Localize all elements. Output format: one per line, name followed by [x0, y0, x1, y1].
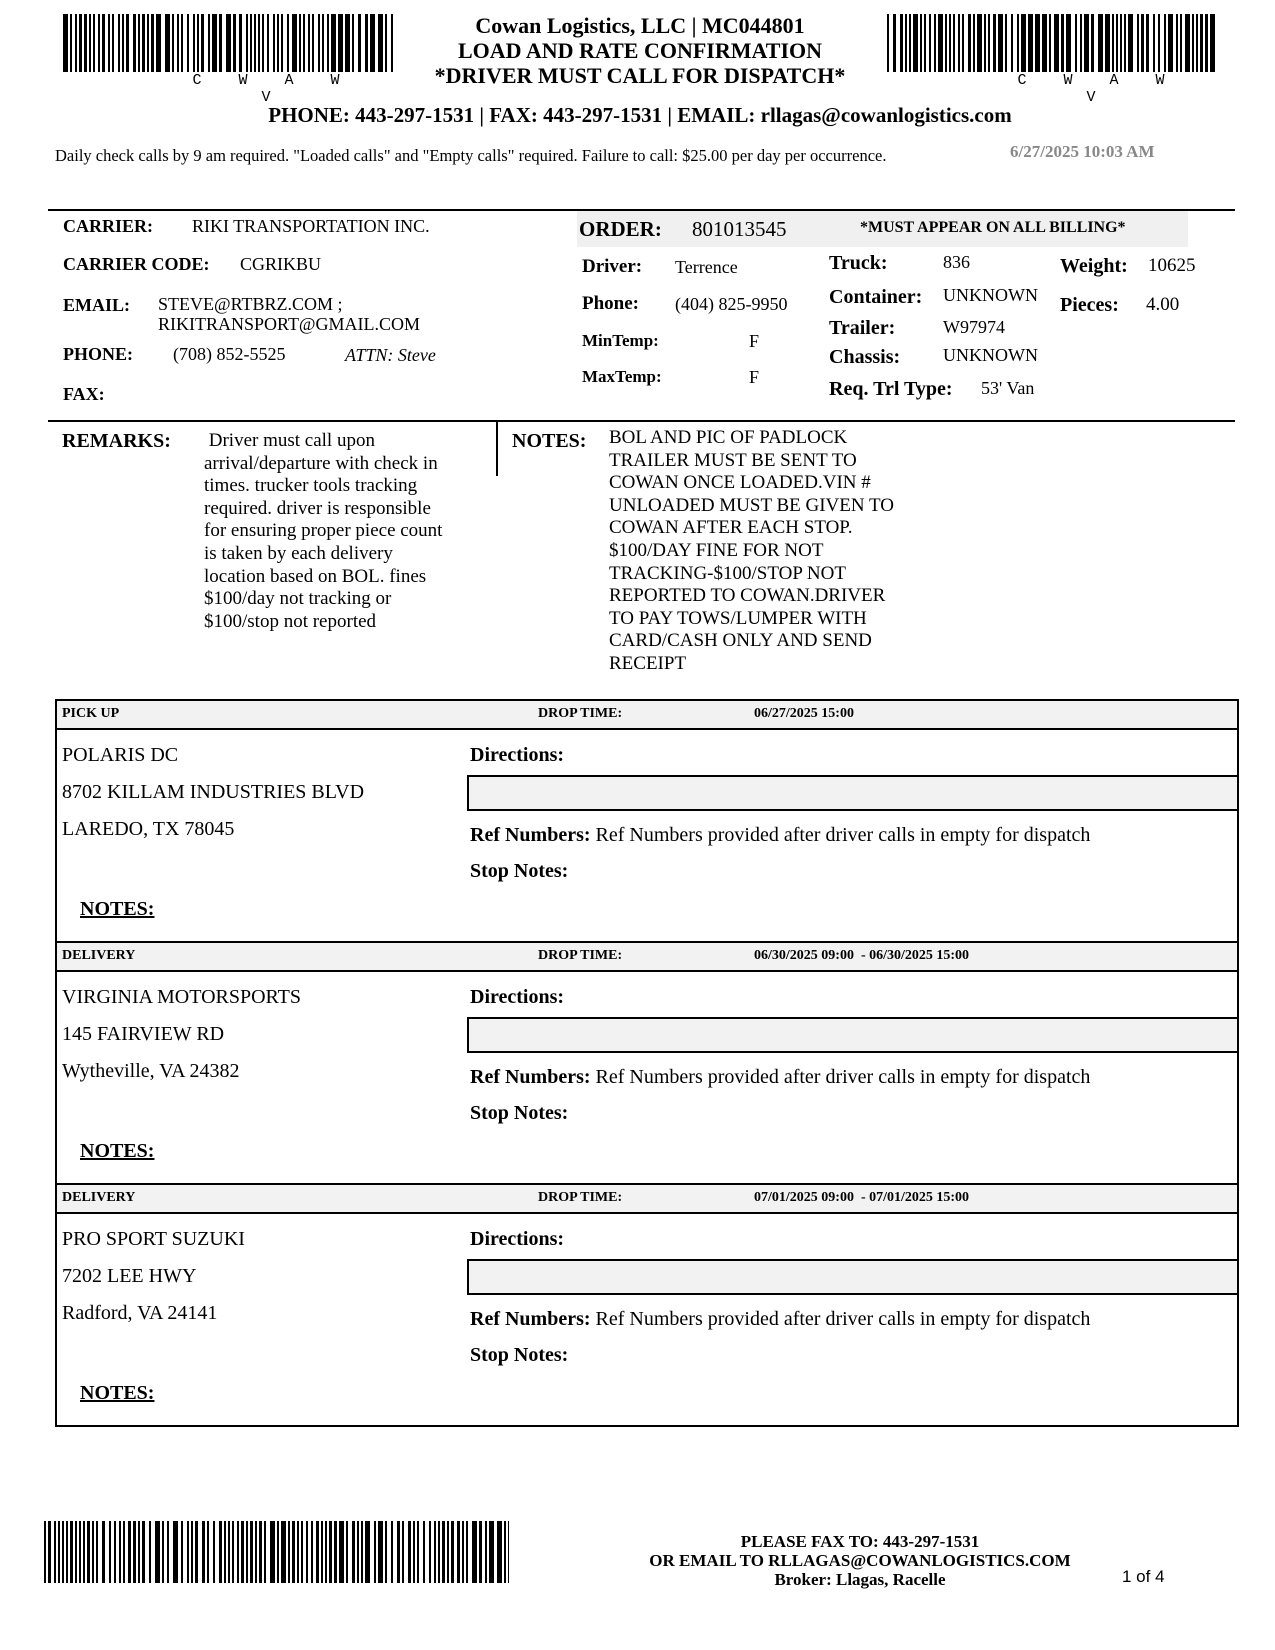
weight-value: 10625	[1148, 255, 1196, 276]
billing-note: *MUST APPEAR ON ALL BILLING*	[860, 219, 1126, 236]
trailer-value: W97974	[943, 317, 1005, 337]
stop-header	[57, 701, 1237, 730]
req-trl-type-value: 53' Van	[981, 378, 1035, 398]
pieces-value: 4.00	[1146, 294, 1180, 315]
remarks-line: for ensuring proper piece count	[204, 520, 443, 542]
ref-numbers-label: Ref Numbers:	[470, 824, 591, 846]
notes-line: RECEIPT	[609, 652, 687, 674]
ref-numbers	[470, 1066, 1090, 1089]
stop-notes-heading: NOTES:	[80, 1382, 155, 1404]
notes-label: NOTES:	[512, 430, 587, 452]
stop-address: 8702 KILLAM INDUSTRIES BLVD	[62, 781, 365, 803]
mintemp-value: F	[749, 331, 760, 351]
container-label: Container:	[829, 286, 923, 308]
notes-line: COWAN ONCE LOADED.VIN #	[609, 472, 871, 494]
driver-label: Driver:	[582, 256, 643, 277]
stop-city: Radford, VA 24141	[62, 1302, 218, 1324]
driver-phone-value: (404) 825-9950	[675, 294, 788, 314]
order-label: ORDER:	[579, 217, 662, 241]
stop-notes-label: Stop Notes:	[470, 1344, 569, 1366]
container-value: UNKNOWN	[943, 285, 1038, 305]
carrier-label: CARRIER:	[63, 216, 153, 236]
check-calls-note: Daily check calls by 9 am required. "Loaded calls" and "Empty calls" required. Failure to call: $25.00 per day per occurrence.	[55, 146, 887, 165]
stop-notes-heading: NOTES:	[80, 898, 155, 920]
barcode-bar	[508, 1521, 509, 1583]
doc-title: LOAD AND RATE CONFIRMATION	[457, 38, 823, 63]
remarks-line: Driver must call upon	[204, 430, 375, 451]
remarks-label: REMARKS:	[62, 430, 171, 452]
drop-time-value: 06/27/2025 15:00	[754, 706, 854, 721]
stop-name: VIRGINIA MOTORSPORTS	[62, 986, 302, 1008]
directions-field	[467, 1017, 1237, 1053]
notes-line: TRAILER MUST BE SENT TO	[609, 449, 857, 471]
barcode-bar	[391, 14, 393, 72]
trailer-label: Trailer:	[829, 317, 896, 339]
footer-fax-line: PLEASE FAX TO: 443-297-1531	[740, 1532, 980, 1551]
req-trl-type-label: Req. Trl Type:	[829, 378, 953, 400]
company-line: Cowan Logistics, LLC | MC044801	[475, 13, 805, 38]
chassis-label: Chassis:	[829, 346, 901, 368]
carrier-value: RIKI TRANSPORTATION INC.	[192, 216, 430, 236]
remarks-line: is taken by each delivery	[204, 542, 393, 564]
barcode-top-right	[887, 14, 1217, 72]
drop-time-label: DROP TIME:	[538, 1190, 623, 1205]
ref-numbers-value: Ref Numbers provided after driver calls in empty for dispatch	[595, 824, 1091, 846]
barcode-top-right-caption: C W A W V	[1017, 72, 1179, 106]
barcode-top-left	[63, 14, 393, 72]
drop-time-label: DROP TIME:	[538, 706, 623, 721]
remarks-line: $100/day not tracking or	[204, 588, 392, 610]
notes-line: UNLOADED MUST BE GIVEN TO	[609, 494, 894, 516]
mintemp-label: MinTemp:	[582, 331, 659, 350]
stop-type: PICK UP	[62, 706, 120, 721]
stop-header	[57, 1185, 1237, 1214]
notes-line: TO PAY TOWS/LUMPER WITH	[609, 607, 867, 629]
carrier-phone-label: PHONE:	[63, 344, 133, 364]
barcode-gap	[1215, 14, 1217, 72]
carrier-code-label: CARRIER CODE:	[63, 254, 210, 274]
carrier-email-label: EMAIL:	[63, 295, 130, 315]
directions-label: Directions:	[470, 1228, 565, 1250]
truck-label: Truck:	[829, 252, 888, 274]
ref-numbers-label: Ref Numbers:	[470, 1066, 591, 1088]
maxtemp-label: MaxTemp:	[582, 367, 662, 386]
stop-card-pickup	[55, 699, 1239, 943]
stop-notes-label: Stop Notes:	[470, 860, 569, 882]
notes-line: REPORTED TO COWAN.DRIVER	[609, 585, 886, 607]
stop-city: LAREDO, TX 78045	[62, 818, 235, 840]
stop-header	[57, 943, 1237, 972]
section-divider-remarks	[48, 420, 1235, 422]
barcode-footer	[44, 1521, 509, 1583]
stop-card-delivery-1	[55, 941, 1239, 1185]
drop-time-value: 07/01/2025 09:00 - 07/01/2025 15:00	[754, 1190, 970, 1205]
barcode-top-left-caption: C W A W V	[192, 72, 354, 106]
notes-line: BOL AND PIC OF PADLOCK	[609, 427, 848, 448]
directions-field	[467, 775, 1237, 811]
directions-label: Directions:	[470, 744, 565, 766]
stop-notes-label: Stop Notes:	[470, 1102, 569, 1124]
weight-label: Weight:	[1060, 255, 1128, 277]
remarks-notes-divider	[496, 421, 498, 476]
stop-type: DELIVERY	[62, 1190, 136, 1205]
timestamp: 6/27/2025 10:03 AM	[1010, 142, 1155, 161]
remarks-text	[204, 430, 484, 633]
carrier-attn: ATTN: Steve	[345, 345, 436, 365]
stop-address: 145 FAIRVIEW RD	[62, 1023, 225, 1045]
notes-line: $100/DAY FINE FOR NOT	[609, 539, 824, 561]
contact-line: PHONE: 443-297-1531 | FAX: 443-297-1531 | EMAIL: rllagas@cowanlogistics.com	[268, 103, 1012, 127]
stop-name: PRO SPORT SUZUKI	[62, 1228, 245, 1250]
ref-numbers-label: Ref Numbers:	[470, 1308, 591, 1330]
stop-notes-heading: NOTES:	[80, 1140, 155, 1162]
remarks-line: location based on BOL. fines	[204, 565, 427, 587]
carrier-email-line2: RIKITRANSPORT@GMAIL.COM	[158, 314, 421, 334]
drop-time-value: 06/30/2025 09:00 - 06/30/2025 15:00	[754, 948, 970, 963]
stop-city: Wytheville, VA 24382	[62, 1060, 240, 1082]
dispatch-line: *DRIVER MUST CALL FOR DISPATCH*	[434, 63, 846, 88]
directions-field	[467, 1259, 1237, 1295]
driver-value: Terrence	[675, 257, 738, 277]
truck-value: 836	[943, 252, 970, 272]
order-number: 801013545	[692, 217, 787, 241]
carrier-email-line1: STEVE@RTBRZ.COM ;	[158, 294, 343, 314]
stop-address: 7202 LEE HWY	[62, 1265, 197, 1287]
remarks-line: required. driver is responsible	[204, 497, 431, 519]
stop-type: DELIVERY	[62, 948, 136, 963]
remarks-line: times. trucker tools tracking	[204, 475, 418, 497]
pieces-label: Pieces:	[1060, 294, 1119, 316]
ref-numbers-value: Ref Numbers provided after driver calls in empty for dispatch	[595, 1308, 1091, 1330]
notes-line: COWAN AFTER EACH STOP.	[609, 517, 853, 539]
remarks-line: $100/stop not reported	[204, 610, 377, 632]
notes-line: TRACKING-$100/STOP NOT	[609, 562, 846, 584]
maxtemp-value: F	[749, 367, 760, 387]
stop-name: POLARIS DC	[62, 744, 179, 766]
remarks-line: arrival/departure with check in	[204, 452, 438, 474]
directions-label: Directions:	[470, 986, 565, 1008]
stop-card-delivery-2	[55, 1183, 1239, 1427]
footer-email-line: OR EMAIL TO RLLAGAS@COWANLOGISTICS.COM	[649, 1551, 1071, 1570]
ref-numbers	[470, 1308, 1090, 1331]
driver-phone-label: Phone:	[582, 293, 639, 314]
carrier-phone-value: (708) 852-5525	[173, 344, 286, 364]
notes-line: CARD/CASH ONLY AND SEND	[609, 630, 872, 652]
carrier-fax-label: FAX:	[63, 384, 105, 404]
notes-text	[609, 427, 949, 676]
drop-time-label: DROP TIME:	[538, 948, 623, 963]
chassis-value: UNKNOWN	[943, 345, 1038, 365]
carrier-code-value: CGRIKBU	[240, 254, 322, 274]
page-number: 1 of 4	[1122, 1567, 1165, 1586]
ref-numbers	[470, 824, 1090, 847]
ref-numbers-value: Ref Numbers provided after driver calls in empty for dispatch	[595, 1066, 1091, 1088]
footer-broker-line: Broker: Llagas, Racelle	[774, 1570, 946, 1589]
